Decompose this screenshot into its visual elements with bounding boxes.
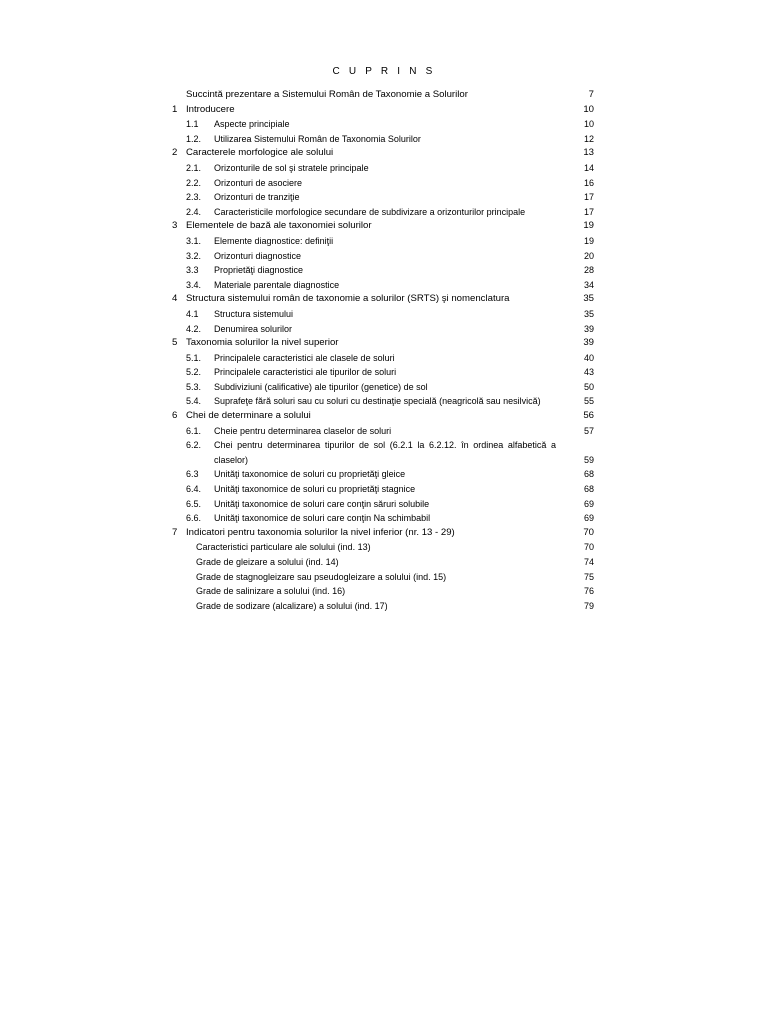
toc-entry (172, 278, 596, 293)
toc-entry-text: Caracteristici particulare ale solului (ind. 13) (196, 542, 371, 553)
toc-entry-number: 5.4. (186, 396, 202, 407)
toc-entry-text: Grade de salinizare a solului (ind. 16) (196, 586, 346, 597)
toc-entry-page: 17 (583, 192, 594, 203)
toc-entry (172, 132, 596, 147)
toc-entry-number: 3 (172, 220, 178, 232)
toc-entry-page: 39 (583, 337, 594, 349)
toc-entry-number: 2.3. (186, 192, 202, 203)
toc-entry-page: 19 (583, 220, 594, 232)
toc-entry-number: 5 (172, 337, 178, 349)
toc-entry-page: 35 (583, 293, 594, 305)
toc-entry-text: Orizonturi de asociere (214, 177, 303, 188)
toc-entry-page: 19 (583, 235, 594, 246)
toc-entry-page: 75 (583, 571, 594, 582)
toc-entry (172, 467, 596, 482)
toc-entry-page: 35 (583, 308, 594, 319)
toc-entry-page: 16 (583, 177, 594, 188)
toc-entry-number: 6.5. (186, 498, 202, 509)
toc-entry-page: 74 (583, 557, 594, 567)
toc-entry (172, 103, 596, 118)
toc-entry-number: 6.4. (186, 484, 202, 495)
toc-entry (172, 322, 596, 337)
toc-entry-text: Unităţi taxonomice de soluri cu proprietăţi stagnice (214, 484, 416, 495)
toc-entry-text: Chei de determinare a solului (186, 410, 311, 422)
toc-entry-page: 7 (588, 89, 594, 100)
toc-entry (172, 540, 596, 555)
toc-entry-text: Utilizarea Sistemului Român de Taxonomia Solurilor (214, 133, 421, 144)
toc-entry-text: Aspecte principiale (214, 119, 290, 130)
toc-entry (172, 599, 596, 614)
toc-entry-number: 1 (172, 103, 178, 115)
toc-entry-text: Introducere (186, 103, 235, 115)
toc-entry-text: Subdiviziuni (calificative) ale tipurilor (genetice) de sol (214, 381, 428, 392)
toc-entry (172, 584, 596, 599)
toc-entry (172, 88, 596, 103)
toc-entry-text: Suprafeţe fără soluri sau cu soluri cu destinaţie specială (neagricolă sau nesilvică) (214, 396, 541, 407)
toc-entry-number: 3.4. (186, 279, 202, 290)
toc-entry (172, 117, 596, 132)
toc-entry (172, 263, 596, 278)
toc-entry (172, 365, 596, 380)
toc-entry (172, 380, 596, 395)
toc-entry-number: 3.2. (186, 250, 202, 261)
toc-entry-page: 43 (583, 367, 594, 378)
toc-entry-page: 10 (583, 103, 594, 115)
toc-entry-number: 6 (172, 410, 178, 422)
toc-entry (172, 176, 596, 191)
toc-entry (172, 336, 596, 351)
toc-entry (172, 249, 596, 264)
toc-entry-text: Taxonomia solurilor la nivel superior (186, 337, 339, 349)
toc-entry-text: Chei pentru determinarea tipurilor de sol (6.2.1 la 6.2.12. în ordinea alfabetică a claselor) (214, 440, 556, 465)
toc-entry-text: Denumirea solurilor (214, 323, 293, 334)
toc-list (172, 88, 596, 613)
toc-entry-text: Unităţi taxonomice de soluri care conţin Na schimbabil (214, 513, 431, 524)
toc-entry-number: 6.2. (186, 440, 202, 451)
toc-entry-text: Orizonturile de sol şi stratele principale (214, 162, 369, 173)
toc-entry-page: 76 (583, 586, 594, 597)
toc-entry-page: 34 (583, 279, 594, 290)
toc-entry-number: 4 (172, 293, 178, 305)
toc-entry (172, 482, 596, 497)
toc-entry-number: 2.2. (186, 177, 202, 188)
toc-entry-number: 5.3. (186, 381, 202, 392)
toc-entry-text: Grade de gleizare a solului (ind. 14) (196, 557, 339, 567)
toc-entry-text: Grade de stagnogleizare sau pseudogleizare a solului (ind. 15) (196, 571, 447, 582)
toc-entry-page: 56 (583, 410, 594, 422)
toc-entry-text: Principalele caracteristici ale clasele de soluri (214, 352, 395, 363)
toc-entry-text: Cheie pentru determinarea claselor de soluri (214, 425, 392, 436)
toc-entry-text: Orizonturi diagnostice (214, 250, 302, 261)
toc-entry-page: 55 (583, 396, 594, 407)
toc-entry-number: 6.6. (186, 513, 202, 524)
toc-entry-page: 69 (583, 513, 594, 524)
toc-entry-page: 28 (583, 265, 594, 276)
toc-entry-page: 79 (583, 600, 594, 611)
toc-entry-page: 68 (583, 469, 594, 480)
toc-entry-text: Succintă prezentare a Sistemului Român de Taxonomie a Solurilor (186, 89, 468, 100)
toc-entry-number: 2 (172, 147, 178, 159)
toc-entry-number: 1.1 (186, 119, 199, 130)
toc-entry (172, 438, 596, 467)
toc-entry-page: 57 (583, 425, 594, 436)
toc-entry (172, 394, 596, 409)
toc-title: C U P R I N S (332, 66, 436, 77)
toc-entry-number: 7 (172, 526, 178, 538)
toc-entry-text: Grade de sodizare (alcalizare) a solului (ind. 17) (196, 600, 388, 611)
toc-entry (172, 526, 596, 541)
toc-entry-text: Proprietăţi diagnostice (214, 265, 304, 276)
toc-entry-page: 14 (583, 162, 594, 173)
toc-entry (172, 424, 596, 439)
toc-entry (172, 234, 596, 249)
toc-entry (172, 409, 596, 424)
toc-entry-number: 1.2. (186, 133, 202, 144)
toc-entry-number: 4.1 (186, 308, 199, 319)
toc-entry-number: 5.2. (186, 367, 202, 378)
toc-entry (172, 219, 596, 234)
toc-entry-number: 4.2. (186, 323, 202, 334)
toc-entry-page: 40 (583, 352, 594, 363)
toc-entry-number: 6.3 (186, 469, 199, 480)
toc-entry-text: Elementele de bază ale taxonomiei solurilor (186, 220, 372, 232)
toc-entry-text: Materiale parentale diagnostice (214, 279, 340, 290)
toc-entry (172, 146, 596, 161)
toc-entry-page: 70 (583, 526, 594, 538)
toc-entry-number: 6.1. (186, 425, 202, 436)
toc-entry-page: 69 (583, 498, 594, 509)
toc-entry (172, 307, 596, 322)
toc-entry (172, 555, 596, 570)
toc-entry (172, 161, 596, 176)
toc-entry-text: Orizonturi de tranziţie (214, 192, 300, 203)
toc-entry-page: 13 (583, 147, 594, 159)
toc-entry-text: Unităţi taxonomice de soluri care conţin săruri solubile (214, 498, 430, 509)
toc-entry-page: 10 (583, 119, 594, 130)
toc-entry-page: 59 (583, 454, 594, 465)
toc-entry-page: 70 (583, 542, 594, 553)
toc-entry-text: Elemente diagnostice: definiţii (214, 235, 334, 246)
toc-entry-page: 17 (583, 206, 594, 217)
toc-entry-number: 2.4. (186, 206, 202, 217)
toc-entry (172, 292, 596, 307)
toc-entry (172, 511, 596, 526)
toc-entry (172, 205, 596, 220)
toc-entry-text: Indicatori pentru taxonomia solurilor la nivel inferior (nr. 13 - 29) (186, 526, 455, 538)
toc-entry-text: Unităţi taxonomice de soluri cu proprietăţi gleice (214, 469, 406, 480)
toc-entry-text: Caracteristicile morfologice secundare de subdivizare a orizonturilor principale (214, 206, 526, 217)
toc-entry-number: 2.1. (186, 162, 202, 173)
toc-entry-page: 20 (583, 250, 594, 261)
toc-entry-number: 5.1. (186, 352, 202, 363)
toc-entry-page: 12 (583, 133, 594, 144)
toc-entry-text: Structura sistemului român de taxonomie a solurilor (SRTS) şi nomenclatura (186, 293, 510, 305)
toc-entry (172, 570, 596, 585)
toc-entry-text: Structura sistemului (214, 308, 294, 319)
toc-entry (172, 190, 596, 205)
toc-entry (172, 351, 596, 366)
toc-entry-page: 39 (583, 323, 594, 334)
toc-entry-number: 3.3 (186, 265, 199, 276)
toc-entry (172, 497, 596, 512)
toc-entry-text: Caracterele morfologice ale solului (186, 147, 334, 159)
toc-entry-page: 68 (583, 484, 594, 495)
toc-entry-text: Principalele caracteristici ale tipurilor de soluri (214, 367, 397, 378)
toc-entry-number: 3.1. (186, 235, 202, 246)
toc-entry-page: 50 (583, 381, 594, 392)
